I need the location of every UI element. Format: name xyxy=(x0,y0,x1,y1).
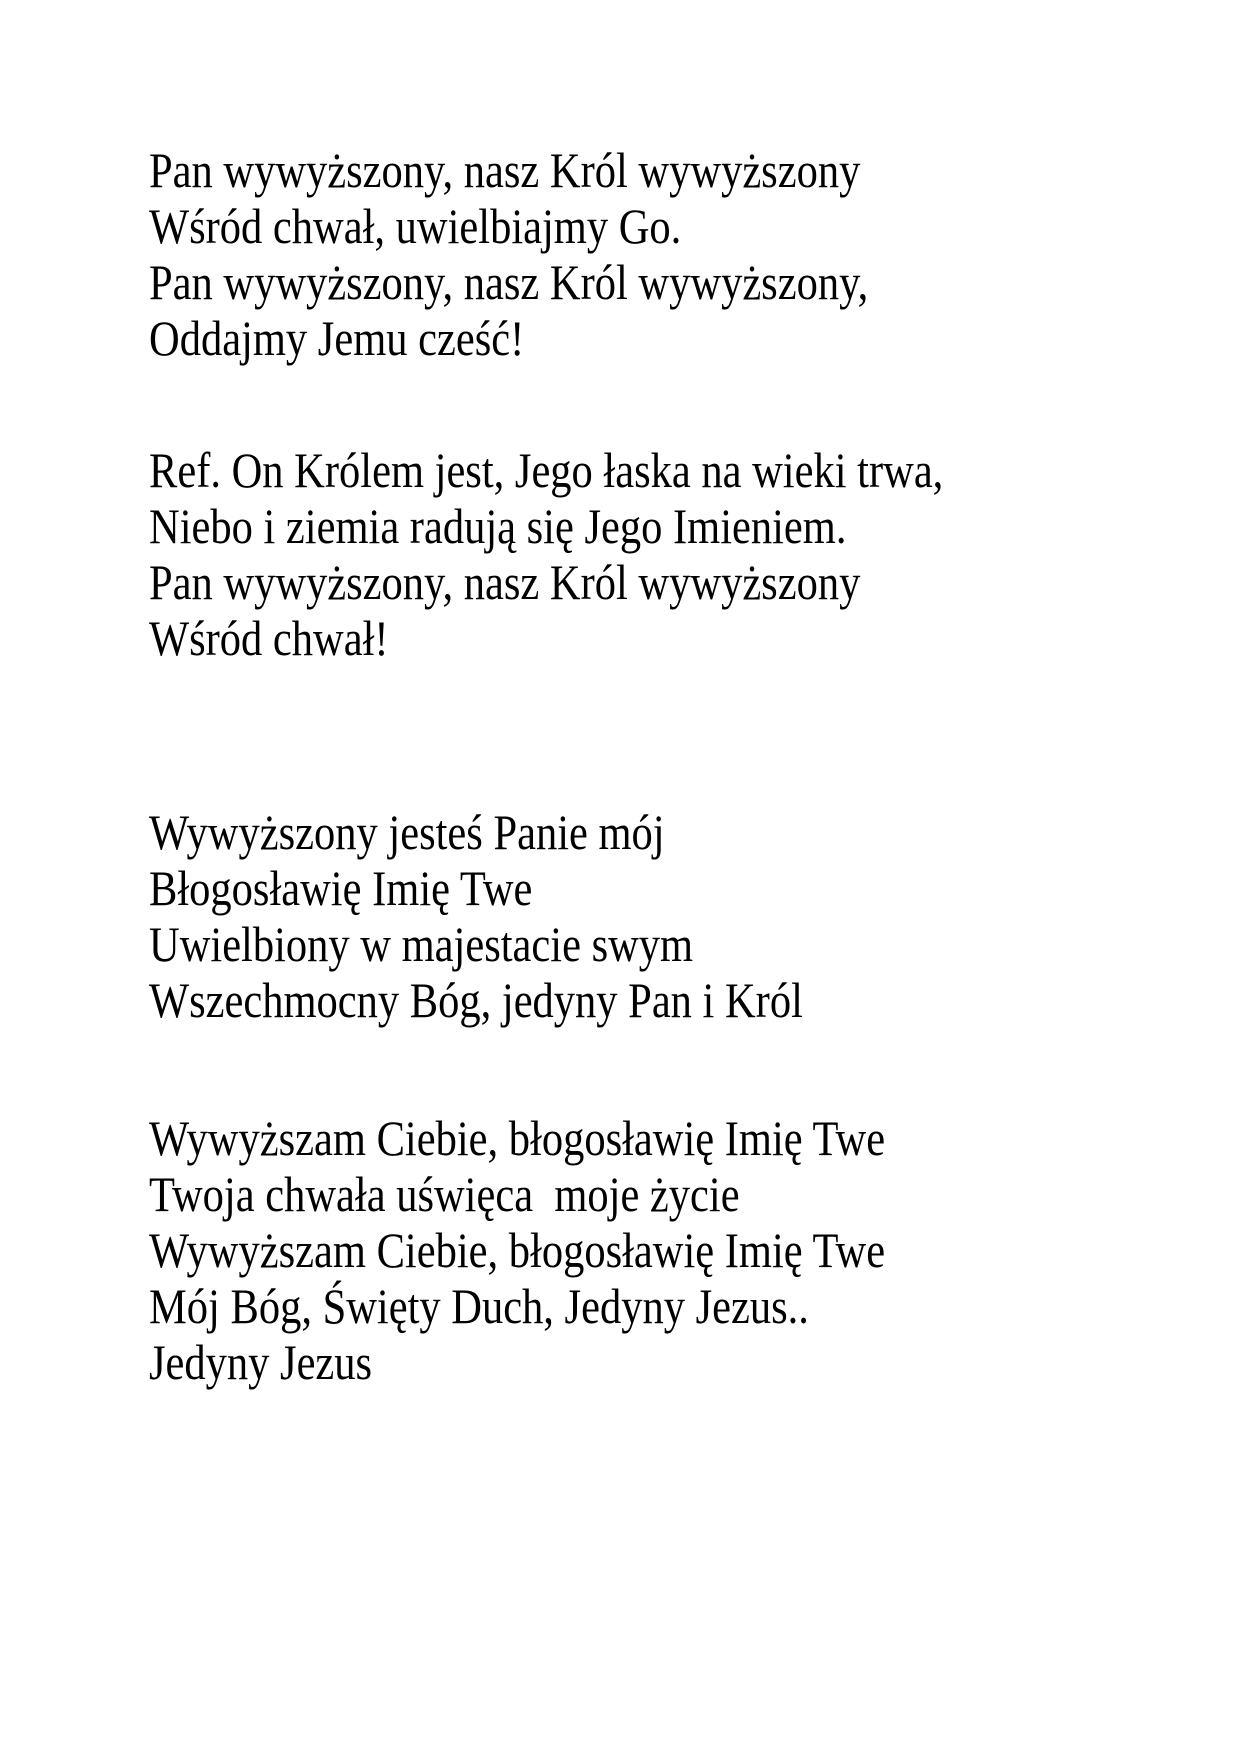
lyric-line: Wywyższony jesteś Panie mój xyxy=(149,804,665,860)
lyric-line: Błogosławię Imię Twe xyxy=(149,860,533,916)
lyric-line: Wśród chwał! xyxy=(149,610,389,666)
lyric-line: Jedyny Jezus xyxy=(149,1334,373,1390)
lyric-line: Wywyższam Ciebie, błogosławię Imię Twe xyxy=(149,1110,886,1166)
lyric-line: Oddajmy Jemu cześć! xyxy=(149,310,525,366)
lyric-line: Wywyższam Ciebie, błogosławię Imię Twe xyxy=(149,1222,886,1278)
stanza-verse-1 xyxy=(149,142,1084,366)
lyric-line: Wszechmocny Bóg, jedyny Pan i Król xyxy=(149,972,803,1028)
lyric-line: Twoja chwała uświęca moje życie xyxy=(149,1166,740,1222)
lyric-line: Pan wywyższony, nasz Król wywyższony xyxy=(149,554,861,610)
stanza-verse-3 xyxy=(149,1110,1084,1390)
stanza-refrain xyxy=(149,442,1084,666)
lyric-line: Niebo i ziemia radują się Jego Imieniem. xyxy=(149,498,847,554)
lyric-line: Uwielbiony w majestacie swym xyxy=(149,916,694,972)
lyric-line: Mój Bóg, Święty Duch, Jedyny Jezus.. xyxy=(149,1278,809,1334)
lyrics-body xyxy=(149,0,1084,1390)
stanza-verse-2 xyxy=(149,804,1084,1028)
lyric-line: Pan wywyższony, nasz Król wywyższony xyxy=(149,142,861,198)
lyric-line: Ref. On Królem jest, Jego łaska na wieki trwa, xyxy=(149,442,944,498)
lyric-line: Pan wywyższony, nasz Król wywyższony, xyxy=(149,254,869,310)
lyric-line: Wśród chwał, uwielbiajmy Go. xyxy=(149,198,682,254)
